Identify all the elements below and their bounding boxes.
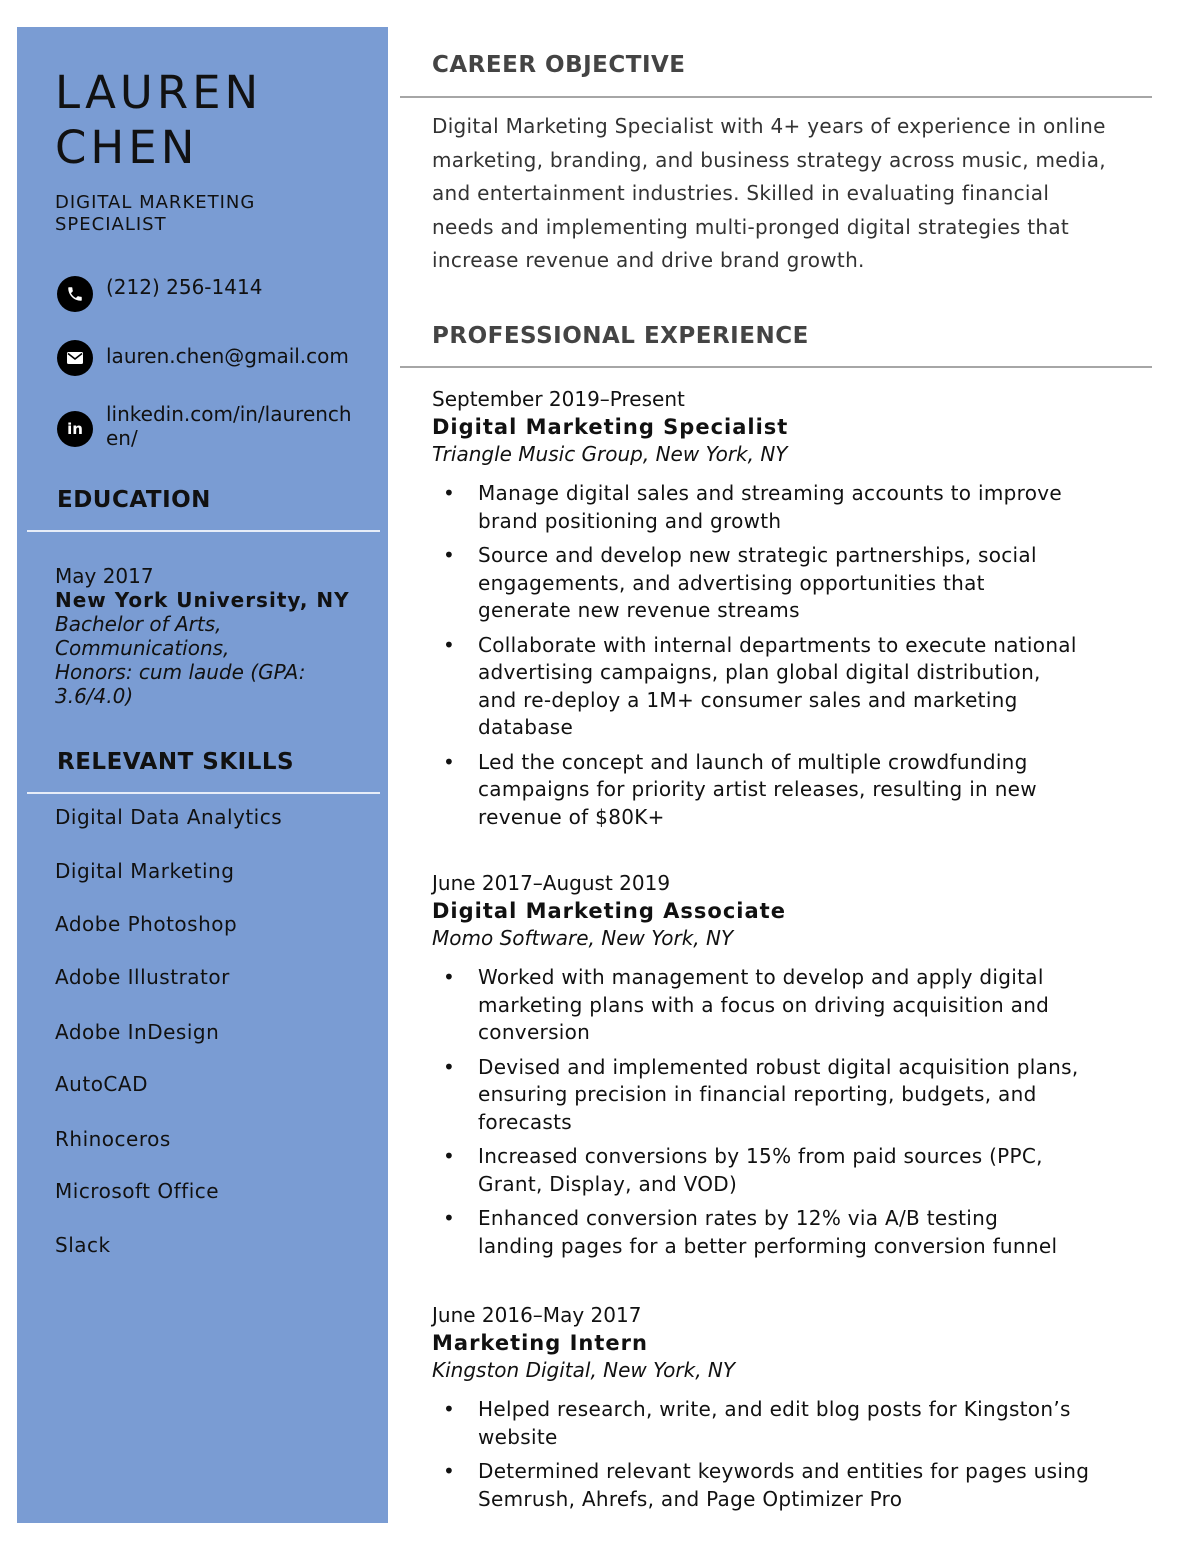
career-objective-text bbox=[432, 110, 1147, 278]
job-bullet bbox=[432, 964, 1152, 1047]
linkedin-url-line-1: linkedin.com/in/laurench bbox=[106, 402, 352, 426]
job-role: Marketing Intern bbox=[432, 1331, 648, 1355]
job-bullet bbox=[432, 1396, 1152, 1451]
job-bullet bbox=[432, 632, 1152, 742]
experience-heading: PROFESSIONAL EXPERIENCE bbox=[432, 323, 809, 349]
bullet-line: Collaborate with internal departments to execute national bbox=[478, 632, 1077, 657]
job-title bbox=[55, 192, 355, 236]
bullet-marker: • bbox=[443, 1206, 456, 1230]
bullet-marker: • bbox=[443, 481, 456, 505]
education-degree-line-1: Bachelor of Arts, bbox=[55, 612, 222, 636]
job-bullets bbox=[432, 1396, 1152, 1513]
job-dates: September 2019–Present bbox=[432, 387, 685, 411]
bullet-line: Semrush, Ahrefs, and Page Optimizer Pro bbox=[478, 1486, 903, 1511]
education-divider bbox=[27, 530, 380, 532]
bullet-line: Enhanced conversion rates by 12% via A/B testing bbox=[478, 1206, 999, 1230]
bullet-line: website bbox=[478, 1424, 558, 1449]
education-heading: EDUCATION bbox=[57, 487, 211, 513]
job-bullets bbox=[432, 480, 1152, 831]
skills-heading: RELEVANT SKILLS bbox=[57, 749, 295, 775]
linkedin-url[interactable] bbox=[106, 402, 366, 450]
bullet-line: Manage digital sales and streaming accounts to improve bbox=[478, 481, 1062, 505]
bullet-line: forecasts bbox=[478, 1109, 572, 1134]
experience-divider bbox=[400, 366, 1152, 368]
skill-item: AutoCAD bbox=[55, 1072, 148, 1096]
job-title-line-2: SPECIALIST bbox=[55, 214, 167, 235]
bullet-marker: • bbox=[443, 1459, 456, 1483]
contact-email bbox=[57, 340, 366, 376]
bullet-line: and re-deploy a 1M+ consumer sales and marketing bbox=[478, 687, 1018, 712]
job-bullet bbox=[432, 1205, 1152, 1260]
bullet-line: Source and develop new strategic partnerships, social bbox=[478, 543, 1037, 567]
education-degree-line-4: 3.6/4.0) bbox=[55, 684, 134, 708]
bullet-line: Led the concept and launch of multiple crowdfunding bbox=[478, 749, 1028, 774]
job-bullet bbox=[432, 480, 1152, 535]
job-bullet bbox=[432, 749, 1152, 832]
job-bullet bbox=[432, 1458, 1152, 1513]
job-company: Momo Software, New York, NY bbox=[432, 926, 734, 950]
bullet-line: database bbox=[478, 715, 574, 739]
objective-line: increase revenue and drive brand growth. bbox=[432, 248, 865, 272]
job-entry bbox=[432, 1302, 1152, 1520]
phone-icon bbox=[57, 276, 93, 312]
bullet-line: engagements, and advertising opportunities that bbox=[478, 570, 985, 595]
skill-item: Adobe InDesign bbox=[55, 1020, 220, 1044]
linkedin-icon bbox=[57, 411, 93, 447]
bullet-line: brand positioning and growth bbox=[478, 508, 782, 533]
bullet-line: ensuring precision in financial reporting, budgets, and bbox=[478, 1082, 1037, 1106]
education-school: New York University, NY bbox=[55, 588, 350, 612]
skill-item: Slack bbox=[55, 1233, 111, 1257]
bullet-line: Grant, Display, and VOD) bbox=[478, 1171, 738, 1196]
education-degree-line-3: Honors: cum laude (GPA: bbox=[55, 660, 306, 684]
skill-item: Adobe Illustrator bbox=[55, 965, 230, 989]
bullet-marker: • bbox=[443, 1054, 456, 1079]
job-bullet bbox=[432, 542, 1152, 625]
linkedin-url-line-2: en/ bbox=[106, 426, 138, 450]
linkedin-icon-label: in bbox=[67, 420, 83, 438]
education-degree-line-2: Communications, bbox=[55, 636, 230, 660]
bullet-marker: • bbox=[443, 632, 456, 657]
bullet-line: Worked with management to develop and apply digital bbox=[478, 965, 1044, 989]
job-dates: June 2016–May 2017 bbox=[432, 1303, 642, 1327]
career-objective-heading: CAREER OBJECTIVE bbox=[432, 52, 686, 78]
sidebar bbox=[17, 27, 388, 1523]
contact-phone bbox=[57, 276, 366, 312]
bullet-marker: • bbox=[443, 1144, 456, 1168]
job-bullets bbox=[432, 964, 1152, 1260]
bullet-marker: • bbox=[443, 1397, 456, 1421]
skills-divider bbox=[27, 792, 380, 794]
job-title-line-1: DIGITAL MARKETING bbox=[55, 192, 256, 213]
bullet-marker: • bbox=[443, 749, 456, 774]
objective-line: Digital Marketing Specialist with 4+ years of experience in online bbox=[432, 114, 1106, 138]
job-entry bbox=[432, 870, 1152, 1267]
skill-item: Microsoft Office bbox=[55, 1179, 220, 1203]
bullet-line: campaigns for priority artist releases, resulting in new bbox=[478, 777, 1037, 801]
job-dates: June 2017–August 2019 bbox=[432, 871, 671, 895]
objective-line: needs and implementing multi-pronged digital strategies that bbox=[432, 214, 1070, 239]
objective-line: and entertainment industries. Skilled in evaluating financial bbox=[432, 181, 1050, 205]
bullet-line: revenue of $80K+ bbox=[478, 804, 665, 829]
bullet-marker: • bbox=[443, 543, 456, 567]
candidate-name bbox=[55, 65, 262, 175]
name-line-2: CHEN bbox=[55, 121, 199, 174]
bullet-line: conversion bbox=[478, 1020, 591, 1044]
objective-line: marketing, branding, and business strategy across music, media, bbox=[432, 147, 1106, 172]
bullet-line: Helped research, write, and edit blog posts for Kingston’s bbox=[478, 1397, 1071, 1421]
bullet-marker: • bbox=[443, 965, 456, 989]
bullet-line: Devised and implemented robust digital acquisition plans, bbox=[478, 1054, 1079, 1079]
skill-item: Rhinoceros bbox=[55, 1127, 171, 1151]
skill-item: Digital Data Analytics bbox=[55, 805, 283, 829]
bullet-line: landing pages for a better performing conversion funnel bbox=[478, 1233, 1058, 1258]
skill-item: Adobe Photoshop bbox=[55, 912, 238, 936]
job-entry bbox=[432, 386, 1152, 838]
contact-linkedin bbox=[57, 402, 366, 450]
education-entry bbox=[55, 564, 355, 708]
job-company: Triangle Music Group, New York, NY bbox=[432, 442, 788, 466]
phone-number: (212) 256-1414 bbox=[106, 275, 263, 299]
email-icon bbox=[57, 340, 93, 376]
bullet-line: advertising campaigns, plan global digital distribution, bbox=[478, 660, 1041, 684]
education-date: May 2017 bbox=[55, 564, 154, 588]
career-objective-divider bbox=[400, 96, 1152, 98]
skill-item: Digital Marketing bbox=[55, 859, 235, 883]
job-bullet bbox=[432, 1054, 1152, 1137]
bullet-line: marketing plans with a focus on driving acquisition and bbox=[478, 992, 1050, 1017]
job-role: Digital Marketing Associate bbox=[432, 899, 786, 923]
email-address[interactable]: lauren.chen@gmail.com bbox=[106, 344, 349, 368]
job-bullet bbox=[432, 1143, 1152, 1198]
bullet-line: Determined relevant keywords and entities for pages using bbox=[478, 1459, 1090, 1483]
job-company: Kingston Digital, New York, NY bbox=[432, 1358, 736, 1382]
bullet-line: generate new revenue streams bbox=[478, 598, 800, 622]
job-role: Digital Marketing Specialist bbox=[432, 415, 789, 439]
bullet-line: Increased conversions by 15% from paid sources (PPC, bbox=[478, 1144, 1043, 1168]
name-line-1: LAUREN bbox=[55, 66, 263, 119]
